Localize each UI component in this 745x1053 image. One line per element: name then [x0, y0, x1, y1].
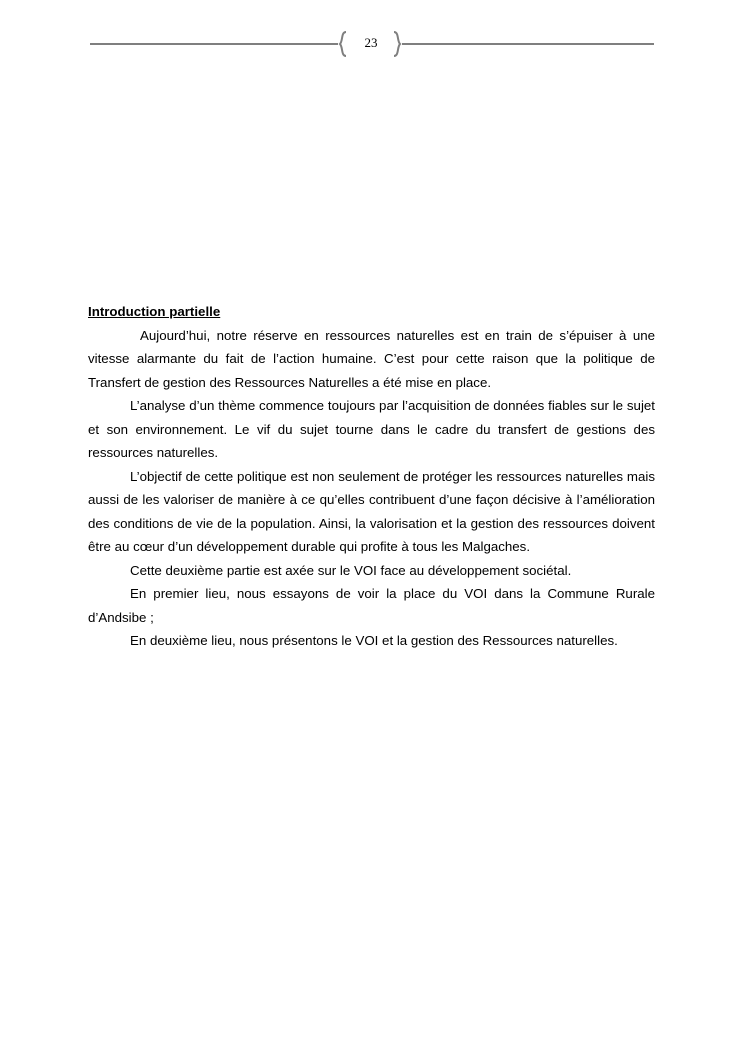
paragraph: En deuxième lieu, nous présentons le VOI et la gestion des Ressources naturelles.: [130, 633, 618, 648]
right-brace-ornament: [392, 31, 402, 57]
paragraph: L’objectif de cette politique est non seulement de protéger les ressources naturelles mais aussi de les valoriser de manière à ce qu’elles contribuent d’une façon décisive à l’amélioration des conditions de vie de la population. Ainsi, la valorisation et la gestion des ressources doivent être au cœur d’un développement durable qui profite à tous les Malgaches.: [88, 468, 655, 554]
section-heading: Introduction partielle: [88, 304, 221, 319]
paragraph: Cette deuxième partie est axée sur le VOI face au développement sociétal.: [130, 562, 572, 578]
paragraph: En premier lieu, nous essayons de voir la place du VOI dans la Commune Rurale d’Andsibe ;: [88, 586, 655, 625]
document-body: [88, 300, 655, 653]
page-number: 23: [364, 35, 378, 50]
paragraph: Aujourd’hui, notre réserve en ressources naturelles est en train de s’épuiser à une vitesse alarmante du fait de l’action humaine. C’est pour cette raison que la politique de Transfert de gestion des Ressources Naturelles a été mise en place.: [88, 327, 655, 390]
header-rule-left: [90, 43, 338, 45]
header-rule-right: [402, 43, 654, 45]
paragraph: L’analyse d’un thème commence toujours par l’acquisition de données fiables sur le sujet et son environnement. Le vif du sujet tourne dans le cadre du transfert de gestions des ressources naturelles.: [88, 398, 655, 460]
